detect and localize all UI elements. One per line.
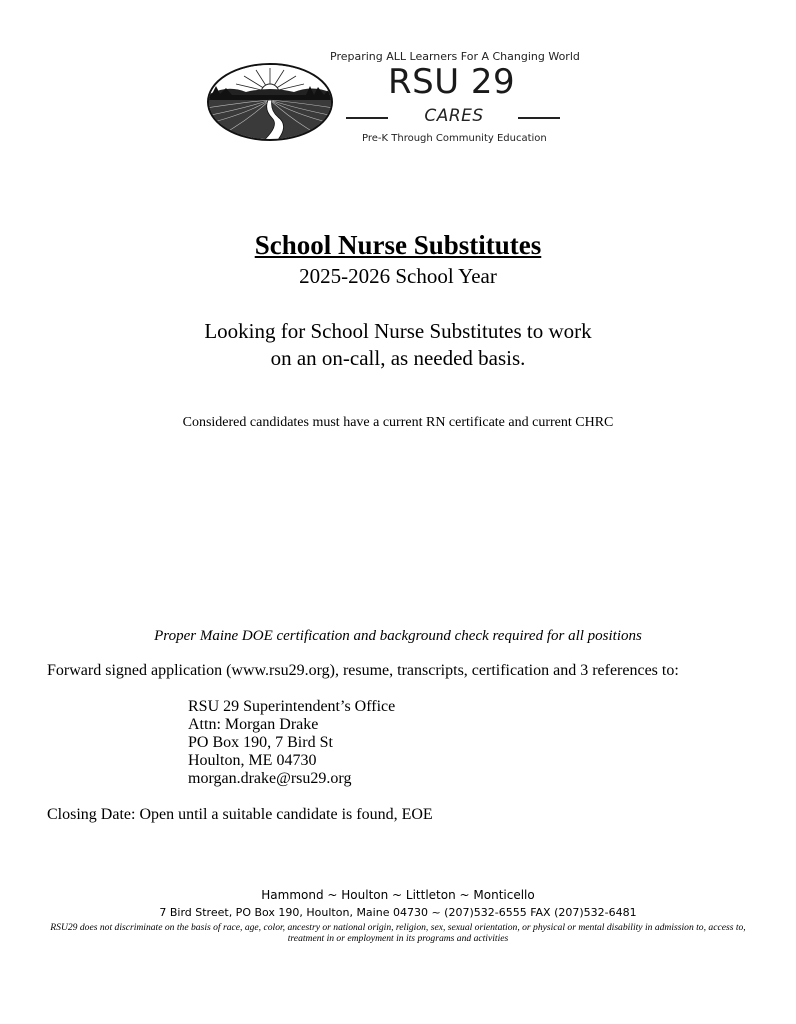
certification-note: Proper Maine DOE certification and background check required for all positions (154, 628, 642, 644)
district-logo (206, 62, 334, 142)
divider-left (346, 117, 388, 119)
footer-disclaimer: RSU29 does not discriminate on the basis of race, age, color, ancestry or national origin, religion, sex, sexual orientation, or physical or mental disability in admission to, access to, treatment in or employment in its programs and activities (50, 922, 746, 944)
divider-right (518, 117, 560, 119)
mailing-address (188, 698, 395, 788)
lead-line: on an on-call, as needed basis. (270, 346, 526, 370)
lead-line: Looking for School Nurse Substitutes to work (204, 319, 592, 343)
tagline: Preparing ALL Learners For A Changing World (330, 50, 580, 63)
brand-name: RSU 29 (388, 62, 516, 102)
lead-text (0, 318, 796, 372)
school-year: 2025-2026 School Year (299, 264, 497, 288)
footer-towns: Hammond ~ Houlton ~ Littleton ~ Monticello (261, 888, 535, 902)
closing-date: Closing Date: Open until a suitable candidate is found, EOE (47, 806, 433, 823)
address-line: Houlton, ME 04730 (188, 752, 317, 769)
address-line: Attn: Morgan Drake (188, 716, 319, 733)
address-line: RSU 29 Superintendent’s Office (188, 698, 396, 715)
logo-subtitle: Pre-K Through Community Education (362, 133, 547, 144)
footer-address: 7 Bird Street, PO Box 190, Houlton, Maine 04730 ~ (207)532-6555 FAX (207)532-6481 (159, 906, 637, 919)
forward-instructions: Forward signed application (www.rsu29.org), resume, transcripts, certification and 3 references to: (47, 662, 679, 679)
posting-title: School Nurse Substitutes (254, 230, 542, 260)
requirement-text: Considered candidates must have a current RN certificate and current CHRC (182, 415, 614, 430)
contact-email: morgan.drake@rsu29.org (188, 770, 352, 787)
cares-banner (346, 106, 560, 128)
address-line: PO Box 190, 7 Bird St (188, 734, 333, 751)
cares-label: CARES (424, 106, 484, 126)
